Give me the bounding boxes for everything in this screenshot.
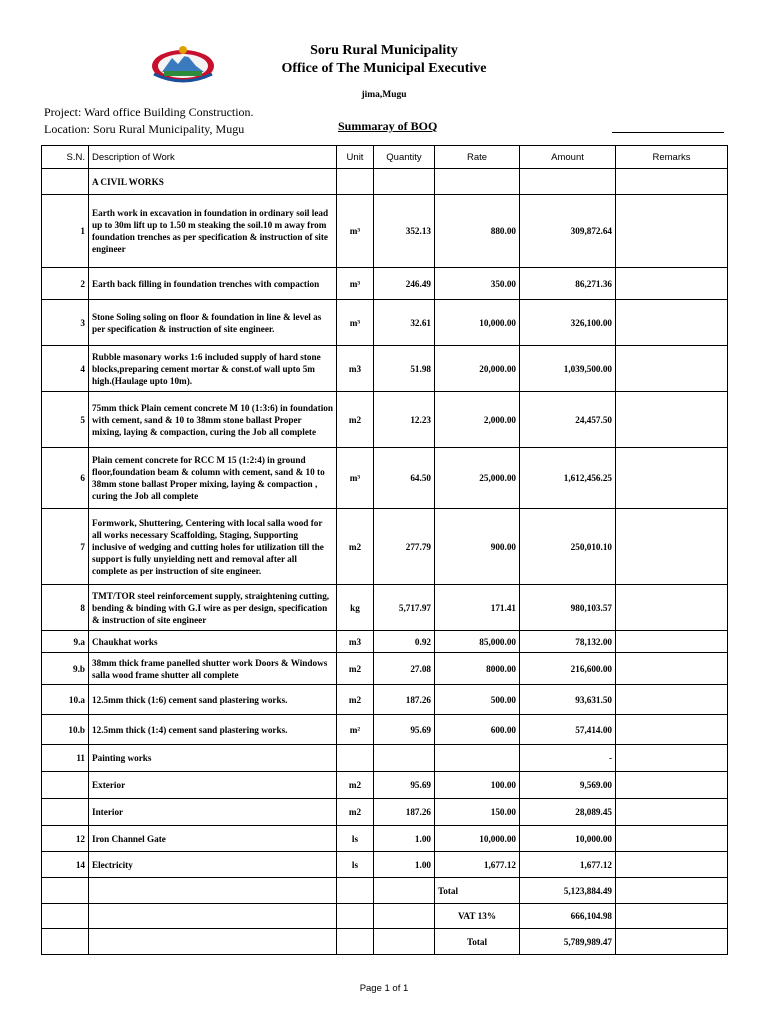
table-row (42, 346, 728, 392)
row-unit: m2 (337, 772, 374, 799)
row-description: Rubble masonary works 1:6 included supply of hard stone blocks,preparing cement mortar & const.of wall upto 5m high.(Haulage upto 10m). (89, 346, 337, 392)
row-rate (435, 745, 520, 772)
row-rate: 25,000.00 (435, 448, 520, 509)
table-row (42, 268, 728, 300)
row-unit: m2 (337, 653, 374, 685)
total-empty-cell (89, 929, 337, 955)
total-empty-cell (374, 904, 435, 929)
row-amount: 57,414.00 (520, 715, 616, 745)
col-sn: S.N. (42, 146, 89, 169)
col-unit: Unit (337, 146, 374, 169)
row-rate: 2,000.00 (435, 392, 520, 448)
row-rate: 900.00 (435, 509, 520, 585)
location-line: Location: Soru Rural Municipality, Mugu (44, 122, 245, 136)
boq-title: Summaray of BOQ (338, 119, 438, 133)
table-row (42, 509, 728, 585)
row-rate: 10,000.00 (435, 300, 520, 346)
total-empty-cell (616, 878, 728, 904)
table-row (42, 745, 728, 772)
table-row (42, 392, 728, 448)
total-empty-cell (89, 878, 337, 904)
section-row (42, 169, 728, 195)
table-row (42, 852, 728, 878)
row-sn: 1 (42, 195, 89, 268)
total-empty-cell (337, 878, 374, 904)
total-empty-cell (374, 878, 435, 904)
row-rate: 150.00 (435, 799, 520, 826)
row-remarks (616, 772, 728, 799)
row-sn: 11 (42, 745, 89, 772)
row-amount: 980,103.57 (520, 585, 616, 631)
row-unit: ls (337, 852, 374, 878)
row-remarks (616, 300, 728, 346)
row-quantity: 246.49 (374, 268, 435, 300)
row-unit: m2 (337, 509, 374, 585)
row-quantity: 187.26 (374, 685, 435, 715)
table-row (42, 195, 728, 268)
row-description: 75mm thick Plain cement concrete M 10 (1:3:6) in foundation with cement, sand & 10 to 38mm stone ballast Proper mixing, laying & compaction, curing the Job all complete (89, 392, 337, 448)
row-amount: 309,872.64 (520, 195, 616, 268)
table-row (42, 585, 728, 631)
table-row (42, 799, 728, 826)
row-quantity: 95.69 (374, 772, 435, 799)
col-desc: Description of Work (89, 146, 337, 169)
row-sn: 14 (42, 852, 89, 878)
row-sn: 10.b (42, 715, 89, 745)
row-remarks (616, 631, 728, 653)
row-quantity: 1.00 (374, 826, 435, 852)
row-amount: - (520, 745, 616, 772)
row-amount: 326,100.00 (520, 300, 616, 346)
total-amount: 666,104.98 (520, 904, 616, 929)
row-amount: 250,010.10 (520, 509, 616, 585)
section-label: A CIVIL WORKS (89, 169, 337, 195)
row-rate: 8000.00 (435, 653, 520, 685)
row-quantity: 1.00 (374, 852, 435, 878)
row-sn: 5 (42, 392, 89, 448)
org-name: Soru Rural Municipality (310, 43, 458, 58)
row-description: 12.5mm thick (1:6) cement sand plastering works. (89, 685, 337, 715)
row-sn: 9.a (42, 631, 89, 653)
row-description: Plain cement concrete for RCC M 15 (1:2:4) in ground floor,foundation beam & column with cement, sand & 10 to 38mm stone ballast Proper mixing, laying & compaction , curing the Job all complete (89, 448, 337, 509)
row-sn: 8 (42, 585, 89, 631)
row-rate: 20,000.00 (435, 346, 520, 392)
table-row (42, 715, 728, 745)
row-quantity: 32.61 (374, 300, 435, 346)
total-empty-cell (337, 929, 374, 955)
total-empty-cell (42, 904, 89, 929)
page-footer: Page 1 of 1 (359, 983, 409, 994)
row-unit: m³ (337, 300, 374, 346)
row-unit: m3 (337, 346, 374, 392)
row-remarks (616, 585, 728, 631)
row-sn: 9.b (42, 653, 89, 685)
row-sn (42, 772, 89, 799)
row-remarks (616, 745, 728, 772)
total-row (42, 904, 728, 929)
table-row (42, 631, 728, 653)
col-amount: Amount (520, 146, 616, 169)
project-line: Project: Ward office Building Construction. (44, 105, 254, 119)
row-sn: 10.a (42, 685, 89, 715)
row-unit: m² (337, 715, 374, 745)
row-description: Earth back filling in foundation trenches with compaction (89, 268, 337, 300)
row-remarks (616, 685, 728, 715)
row-amount: 93,631.50 (520, 685, 616, 715)
row-sn (42, 799, 89, 826)
row-unit: m2 (337, 392, 374, 448)
signature-line (612, 132, 724, 133)
total-label: Total (435, 929, 520, 955)
row-quantity: 95.69 (374, 715, 435, 745)
row-unit: m³ (337, 268, 374, 300)
row-remarks (616, 653, 728, 685)
row-sn: 4 (42, 346, 89, 392)
table-row (42, 772, 728, 799)
row-remarks (616, 195, 728, 268)
row-remarks (616, 852, 728, 878)
row-remarks (616, 826, 728, 852)
boq-table (41, 145, 728, 955)
row-remarks (616, 799, 728, 826)
total-label: Total (435, 878, 520, 904)
row-description: Electricity (89, 852, 337, 878)
row-amount: 216,600.00 (520, 653, 616, 685)
table-row (42, 300, 728, 346)
row-sn: 6 (42, 448, 89, 509)
total-empty-cell (89, 904, 337, 929)
row-amount: 28,089.45 (520, 799, 616, 826)
row-rate: 500.00 (435, 685, 520, 715)
row-rate: 171.41 (435, 585, 520, 631)
row-rate: 1,677.12 (435, 852, 520, 878)
row-quantity: 51.98 (374, 346, 435, 392)
project-info (44, 104, 254, 138)
row-description: Interior (89, 799, 337, 826)
col-qty: Quantity (374, 146, 435, 169)
row-amount: 9,569.00 (520, 772, 616, 799)
row-remarks (616, 448, 728, 509)
row-amount: 78,132.00 (520, 631, 616, 653)
row-quantity: 12.23 (374, 392, 435, 448)
row-quantity: 5,717.97 (374, 585, 435, 631)
row-rate: 350.00 (435, 268, 520, 300)
table-row (42, 653, 728, 685)
total-empty-cell (616, 904, 728, 929)
row-remarks (616, 715, 728, 745)
row-sn: 2 (42, 268, 89, 300)
total-empty-cell (42, 878, 89, 904)
row-remarks (616, 346, 728, 392)
table-header-row (42, 146, 728, 169)
col-rate: Rate (435, 146, 520, 169)
table-row (42, 826, 728, 852)
row-unit: m3 (337, 631, 374, 653)
row-quantity: 64.50 (374, 448, 435, 509)
row-unit: kg (337, 585, 374, 631)
place-name: jima,Mugu (361, 90, 407, 100)
row-unit: m2 (337, 799, 374, 826)
row-remarks (616, 509, 728, 585)
row-unit: m2 (337, 685, 374, 715)
total-amount: 5,123,884.49 (520, 878, 616, 904)
total-empty-cell (42, 929, 89, 955)
total-label: VAT 13% (435, 904, 520, 929)
row-unit: m³ (337, 448, 374, 509)
row-description: Formwork, Shuttering, Centering with local salla wood for all works necessary Scaffolding, Staging, Supporting inclusive of wedging and cutting holes for utilization till the support is fully unyielding nett and removal after all complete as per instruction of site engineer. (89, 509, 337, 585)
row-amount: 1,039,500.00 (520, 346, 616, 392)
row-rate: 85,000.00 (435, 631, 520, 653)
table-row (42, 448, 728, 509)
row-quantity: 187.26 (374, 799, 435, 826)
row-unit: ls (337, 826, 374, 852)
row-amount: 24,457.50 (520, 392, 616, 448)
row-remarks (616, 392, 728, 448)
row-description: Iron Channel Gate (89, 826, 337, 852)
row-sn: 7 (42, 509, 89, 585)
row-description: Chaukhat works (89, 631, 337, 653)
row-description: Painting works (89, 745, 337, 772)
row-amount: 1,677.12 (520, 852, 616, 878)
total-amount: 5,789,989.47 (520, 929, 616, 955)
document-header (0, 42, 768, 100)
row-rate: 600.00 (435, 715, 520, 745)
row-unit: m³ (337, 195, 374, 268)
row-description: 12.5mm thick (1:4) cement sand plastering works. (89, 715, 337, 745)
row-rate: 100.00 (435, 772, 520, 799)
row-rate: 880.00 (435, 195, 520, 268)
row-quantity: 27.08 (374, 653, 435, 685)
total-row (42, 878, 728, 904)
col-remarks: Remarks (616, 146, 728, 169)
table-row (42, 685, 728, 715)
row-description: Stone Soling soling on floor & foundation in line & level as per specification & instruction of site engineer. (89, 300, 337, 346)
row-amount: 1,612,456.25 (520, 448, 616, 509)
row-quantity: 352.13 (374, 195, 435, 268)
total-empty-cell (337, 904, 374, 929)
total-row (42, 929, 728, 955)
row-description: TMT/TOR steel reinforcement supply, straightening cutting, bending & binding with G.I wire as per design, specification & instruction of site engineer (89, 585, 337, 631)
total-empty-cell (616, 929, 728, 955)
row-sn: 12 (42, 826, 89, 852)
row-quantity: 0.92 (374, 631, 435, 653)
total-empty-cell (374, 929, 435, 955)
row-amount: 86,271.36 (520, 268, 616, 300)
row-sn: 3 (42, 300, 89, 346)
row-rate: 10,000.00 (435, 826, 520, 852)
row-amount: 10,000.00 (520, 826, 616, 852)
row-quantity (374, 745, 435, 772)
row-quantity: 277.79 (374, 509, 435, 585)
row-description: Exterior (89, 772, 337, 799)
office-name: Office of The Municipal Executive (281, 61, 487, 76)
row-unit (337, 745, 374, 772)
row-description: 38mm thick frame panelled shutter work Doors & Windows salla wood frame shutter all complete (89, 653, 337, 685)
row-description: Earth work in excavation in foundation in ordinary soil lead up to 30m lift up to 1.50 m steaking the soil.10 m away from foundation trenches as per specification & instruction of site engineer (89, 195, 337, 268)
row-remarks (616, 268, 728, 300)
